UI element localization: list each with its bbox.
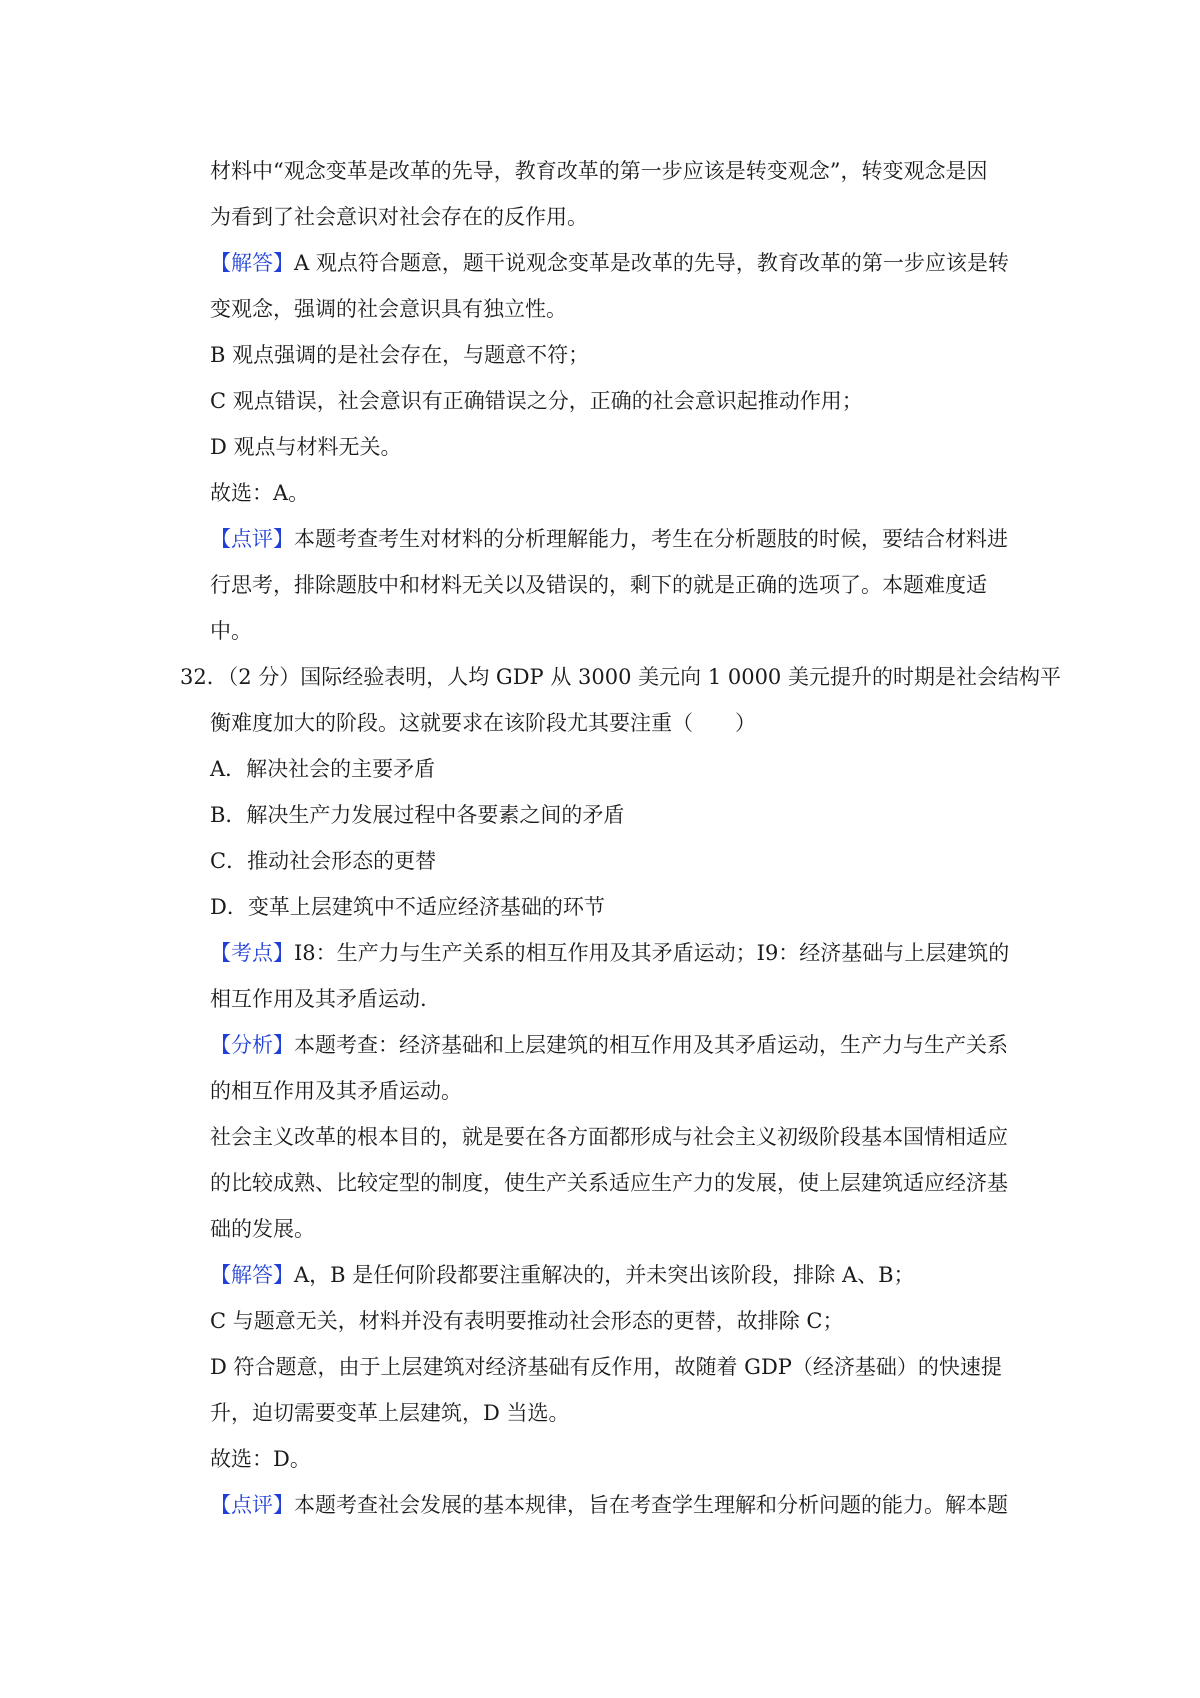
- answer-choice-line: 故选：D。: [210, 1447, 311, 1471]
- answer-text-line: C 观点错误，社会意识有正确错误之分，正确的社会意识起推动作用；: [210, 389, 863, 413]
- answer-text-line: B 观点强调的是社会存在，与题意不符；: [210, 343, 590, 367]
- fenxi-text-line: 社会主义改革的根本目的，就是要在各方面都形成与社会主义初级阶段基本国情相适应: [210, 1125, 1008, 1149]
- kaodian-text-line: 相互作用及其矛盾运动.: [210, 987, 427, 1011]
- kaodian-text: I8：生产力与生产关系的相互作用及其矛盾运动；I9：经济基础与上层建筑的: [294, 941, 1010, 965]
- option-d: D．变革上层建筑中不适应经济基础的环节: [210, 895, 605, 919]
- comment-text-line: 行思考，排除题肢中和材料无关以及错误的，剩下的就是正确的选项了。本题难度适: [210, 573, 987, 597]
- option-b: B．解决生产力发展过程中各要素之间的矛盾: [210, 803, 625, 827]
- analysis-text-line: 材料中“观念变革是改革的先导，教育改革的第一步应该是转变观念”，转变观念是因: [210, 159, 988, 183]
- answer-text-line: 变观念，强调的社会意识具有独立性。: [210, 297, 567, 321]
- answer-text: A 观点符合题意，题干说观念变革是改革的先导，教育改革的第一步应该是转: [294, 251, 1009, 275]
- option-c: C．推动社会形态的更替: [210, 849, 437, 873]
- fenxi-text: 本题考查：经济基础和上层建筑的相互作用及其矛盾运动，生产力与生产关系: [294, 1033, 1008, 1057]
- answer-text-line: 升，迫切需要变革上层建筑，D 当选。: [210, 1401, 570, 1425]
- comment-text-line: 中。: [210, 619, 252, 643]
- comment-paragraph: [210, 524, 1030, 554]
- answer-text: A，B 是任何阶段都要注重解决的，并未突出该阶段，排除 A、B；: [294, 1263, 915, 1287]
- comment-text: 本题考查考生对材料的分析理解能力，考生在分析题肢的时候，要结合材料进: [294, 527, 1008, 551]
- answer-text-line: D 符合题意，由于上层建筑对经济基础有反作用，故随着 GDP（经济基础）的快速提: [210, 1355, 1002, 1379]
- fenxi-text-line: 的比较成熟、比较定型的制度，使生产关系适应生产力的发展，使上层建筑适应经济基: [210, 1171, 1008, 1195]
- fenxi-paragraph: [210, 1030, 1030, 1060]
- analysis-text-line: 为看到了社会意识对社会存在的反作用。: [210, 205, 588, 229]
- fenxi-text-line: 础的发展。: [210, 1217, 315, 1241]
- kaodian-paragraph: [210, 938, 1030, 968]
- answer-choice-line: 故选：A。: [210, 481, 310, 505]
- comment-text: 本题考查社会发展的基本规律，旨在考查学生理解和分析问题的能力。解本题: [294, 1493, 1008, 1517]
- answer-tag: 【解答】: [210, 1263, 294, 1287]
- question-stem-line: 32．（2 分）国际经验表明，人均 GDP 从 3000 美元向 1 0000 美元提升的时期是社会结构平: [180, 665, 1061, 689]
- q32-comment-paragraph: [210, 1490, 1030, 1520]
- answer-text-line: C 与题意无关，材料并没有表明要推动社会形态的更替，故排除 C；: [210, 1309, 844, 1333]
- q32-answer-paragraph: [210, 1260, 1030, 1290]
- comment-tag: 【点评】: [210, 1493, 294, 1517]
- fenxi-text-line: 的相互作用及其矛盾运动。: [210, 1079, 462, 1103]
- fenxi-tag: 【分析】: [210, 1033, 294, 1057]
- answer-text-line: D 观点与材料无关。: [210, 435, 402, 459]
- kaodian-tag: 【考点】: [210, 941, 294, 965]
- question-stem-line: 衡难度加大的阶段。这就要求在该阶段尤其要注重（ ）: [210, 711, 756, 735]
- answer-paragraph: [210, 248, 1030, 278]
- comment-tag: 【点评】: [210, 527, 294, 551]
- answer-tag: 【解答】: [210, 251, 294, 275]
- option-a: A．解决社会的主要矛盾: [210, 757, 436, 781]
